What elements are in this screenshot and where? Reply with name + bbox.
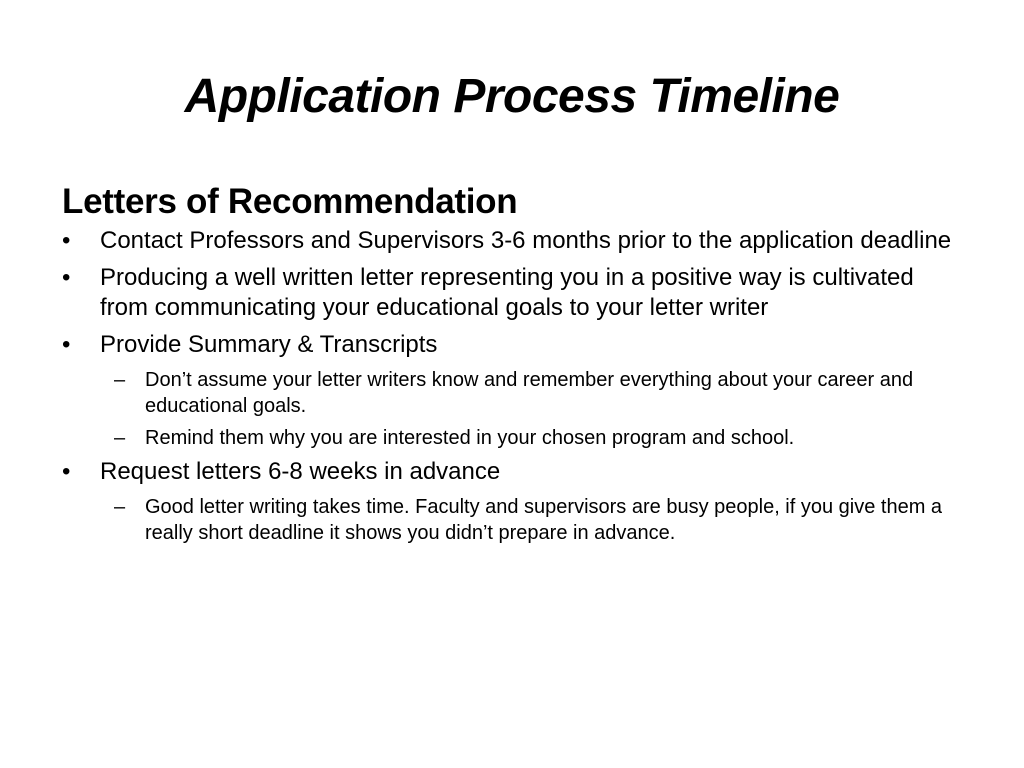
bullet-item <box>62 330 967 360</box>
slide-content <box>62 180 967 552</box>
bullet-text: Contact Professors and Supervisors 3-6 months prior to the application deadline <box>100 227 952 254</box>
sub-bullet-item <box>100 425 967 451</box>
sub-bullet-marker: – <box>114 427 126 449</box>
sub-bullet-marker: – <box>114 369 126 391</box>
bullet-marker: • <box>62 331 71 358</box>
slide-title: Application Process Timeline <box>184 70 840 123</box>
bullet-item <box>62 457 967 487</box>
bullet-text: Provide Summary & Transcripts <box>100 331 438 358</box>
sub-bullet-text: Good letter writing takes time. Faculty and supervisors are busy people, if you give them a really short deadline it shows you didn’t prepare in advance. <box>145 496 943 544</box>
bullet-item <box>62 226 967 256</box>
bullet-marker: • <box>62 264 71 291</box>
bullet-text: Producing a well written letter representing you in a positive way is cultivated from communicating your educational goals to your letter writer <box>100 264 914 321</box>
bullet-marker: • <box>62 227 71 254</box>
bullet-item <box>62 263 967 323</box>
section-heading: Letters of Recommendation <box>62 182 518 221</box>
sub-bullet-text: Don’t assume your letter writers know and remember everything about your career and educational goals. <box>145 369 914 417</box>
sub-bullet-text: Remind them why you are interested in your chosen program and school. <box>145 427 795 449</box>
bullet-marker: • <box>62 458 71 485</box>
bullet-text: Request letters 6-8 weeks in advance <box>100 458 501 485</box>
sub-bullet-item <box>100 494 967 546</box>
sub-bullet-marker: – <box>114 496 126 518</box>
sub-bullet-item <box>100 367 967 419</box>
